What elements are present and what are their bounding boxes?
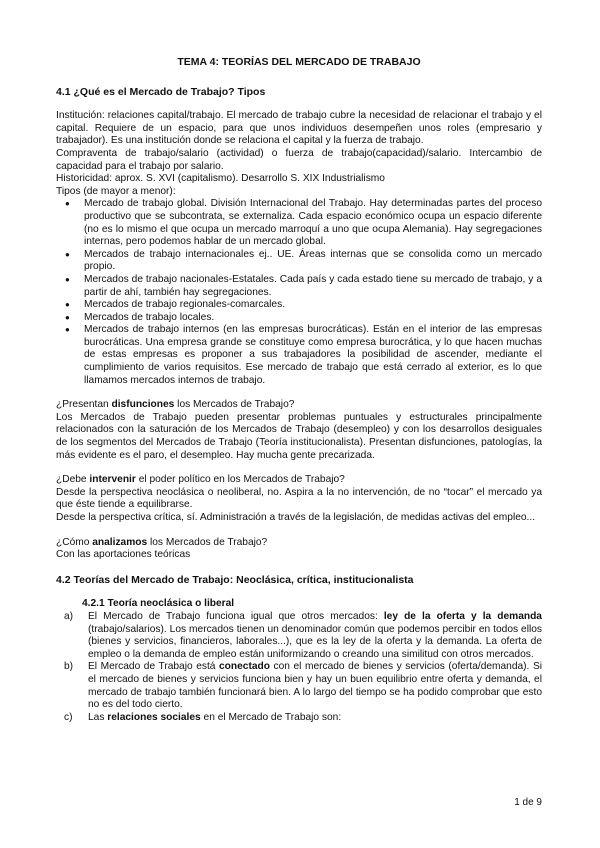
list-item: b) El Mercado de Trabajo está conectado con el mercado de bienes y servicios (oferta/demanda). Si el mercado de bienes y servicios funciona bien y hay un buen equilibrio entre oferta y demanda, el mercado de trabajo también funcionará bien. A lo largo del tiempo se ha podido comprobar que esto no es del todo cierto. [64, 661, 542, 711]
section-heading-4-1: 4.1 ¿Qué es el Mercado de Trabajo? Tipos [56, 85, 266, 98]
list-item: ● Mercados de trabajo internos (en las empresas burocráticas). Están en el interior de las empresas burocráticas. Una empresa grande se constituye como empresa burocrática, y lo que hacen muchas de estas empresas es proponer a sus trabajadores la posibilidad de ascender, mediante el cumplimiento de varios requisitos. Ese mercado de trabajo que está cerrado al exterior, es lo que llamamos mercados internos de trabajo. [84, 324, 542, 387]
neoclassical-list [56, 611, 542, 724]
types-list [56, 198, 542, 387]
answer-neoclasica: Desde la perspectiva neoclásica o neoliberal, no. Aspira a la no intervención, de no “tocar” el mercado ya que éste tiende a equilibrarse. [56, 486, 542, 511]
document-title: TEMA 4: TEORÍAS DEL MERCADO DE TRABAJO [177, 56, 421, 68]
paragraph-tipos-intro: Tipos (de mayor a menor): [56, 185, 176, 197]
paragraph-compraventa: Compraventa de trabajo/salario (actividad) o fuerza de trabajo(capacidad)/salario. Intercambio de capacidad para el trabajo por salario. [56, 147, 542, 172]
list-item: c) Las relaciones sociales en el Mercado de Trabajo son: [64, 711, 342, 723]
list-item: ● Mercados de trabajo nacionales-Estatales. Cada país y cada estado tiene su mercado de trabajo, y a partir de ahí, también hay segregaciones. [84, 274, 542, 299]
list-item: ● Mercados de trabajo regionales-comarcales. [84, 299, 542, 312]
list-item: ● Mercado de trabajo global. División Internacional del Trabajo. Hay determinadas partes del proceso productivo que se subcontrata, se externaliza. Cada espacio económico ocupa un espacio diferente (no es lo mismo el que ocupa un mercado marroquí a uno que ocupa Alemania). Hay segregaciones internas, pero podemos hablar de un mercado global. [84, 198, 542, 248]
page-number: 1 de 9 [514, 797, 542, 808]
question-intervenir: ¿Debe intervenir el poder político en los Mercados de Trabajo? [56, 474, 345, 486]
answer-analizamos: Con las aportaciones teóricas [56, 549, 191, 561]
question-analizamos: ¿Cómo analizamos los Mercados de Trabajo? [56, 536, 268, 548]
list-item: ● Mercados de trabajo locales. [84, 312, 542, 325]
paragraph-institucion: Institución: relaciones capital/trabajo. El mercado de trabajo cubre la necesidad de relacionar el trabajo y el capital. Requiere de un espacio, para que unos individuos desempeñen unos roles (empresario y trabajador). Es una institución donde se relaciona el capital y la fuerza de trabajo. [56, 110, 542, 147]
document-page [56, 56, 542, 724]
answer-disfunciones: Los Mercados de Trabajo pueden presentar problemas puntuales y estructurales principalmente relacionados con la saturación de los Mercados de Trabajo (desempleo) y con los desarrollos desiguales de los segmentos del Mercados de Trabajo (Teoría institucionalista). Presentan disfunciones, patologías, la más evidente es el paro, el desempleo. Hay mucha gente precarizada. [56, 411, 542, 461]
list-item: ● Mercados de trabajo internacionales ej.. UE. Áreas internas que se consolida como un mercado propio. [84, 249, 542, 274]
paragraph-historicidad: Historicidad: aprox. S. XVI (capitalismo). Desarrollo S. XIX Industrialismo [56, 173, 385, 185]
section-heading-4-2: 4.2 Teorías del Mercado de Trabajo: Neoclásica, crítica, institucionalista [56, 573, 414, 586]
answer-critica: Desde la perspectiva crítica, sí. Administración a través de la legislación, de medidas activas del empleo... [56, 512, 536, 523]
list-item: a) El Mercado de Trabajo funciona igual que otros mercados: ley de la oferta y la demanda (trabajo/salarios). Los mercados tienen un denominador común que podemos percibir en todos ellos (bienes y servicios, financieros, laborales...), que es la ley de la oferta y la demanda. La oferta de empleo o la demanda de empleo están uniformizando o creando una similitud con otros mercados. [64, 610, 542, 660]
question-disfunciones: ¿Presentan disfunciones los Mercados de Trabajo? [56, 399, 295, 411]
subsection-heading-4-2-1: 4.2.1 Teoría neoclásica o liberal [82, 598, 235, 610]
